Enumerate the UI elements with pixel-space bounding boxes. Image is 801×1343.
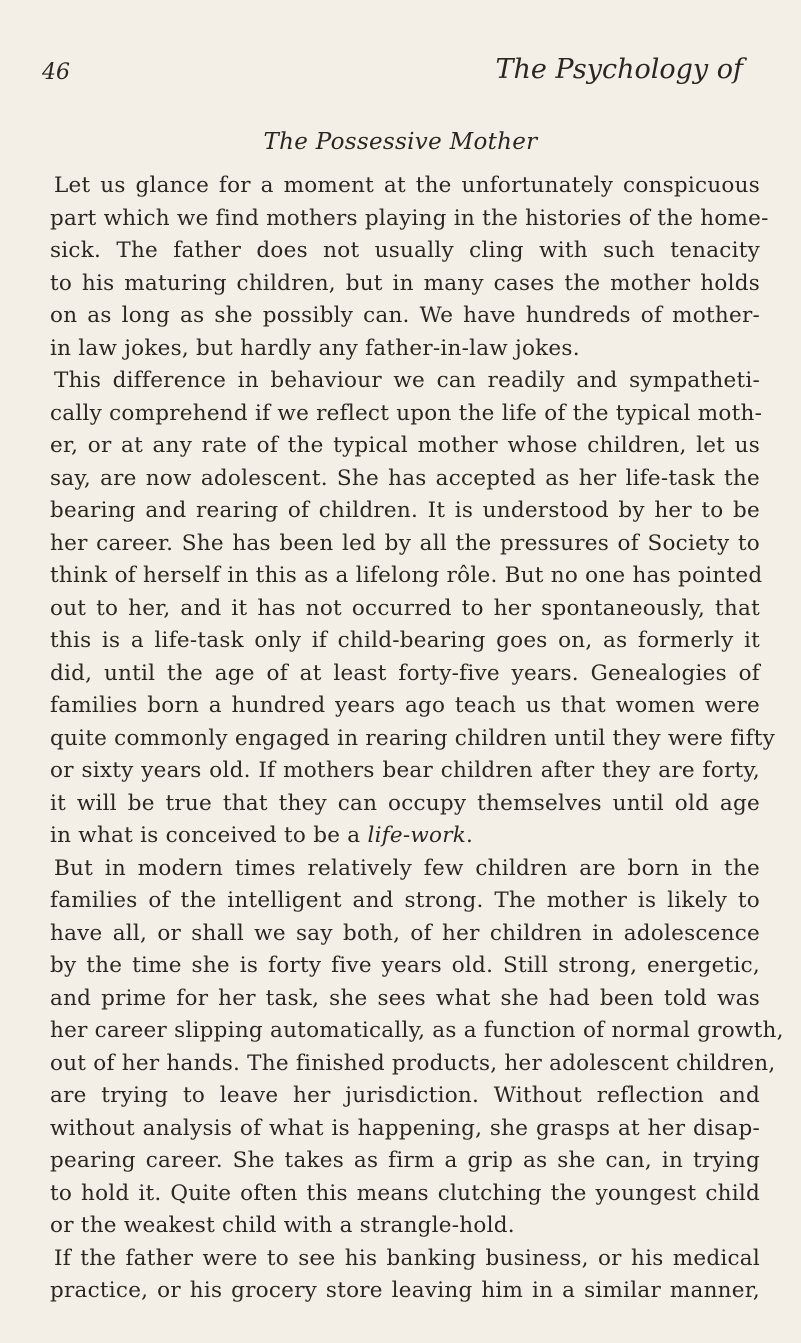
text-line: This difference in behaviour we can readily and sympatheti- [54,368,760,393]
text-line: on as long as she possibly can. We have hundreds of mother- [50,303,760,328]
paragraph-group-1 [50,170,776,820]
text-line: say, are now adolescent. She has accepted as her life-task the [50,465,760,491]
text-line: are trying to leave her jurisdiction. Without reflection and [50,1083,760,1108]
text-line: have all, or shall we say both, of her children in adolescence [50,920,760,946]
text-line: her career. She has been led by all the pressures of Society to [50,530,760,556]
emphasized-text: life-work [367,823,467,848]
text-line: families born a hundred years ago teach us that women were [50,693,760,718]
text-line: and prime for her task, she sees what she had been told was [50,985,760,1011]
text-line: or sixty years old. If mothers bear children after they are forty, [50,758,760,783]
text-line: families of the intelligent and strong. The mother is likely to [50,888,760,913]
paragraph-group-2 [50,853,784,1308]
text-line: part which we find mothers playing in the histories of the home- [50,205,769,231]
running-head: The Psychology of [495,54,743,85]
text-line [50,820,760,853]
text-line: cally comprehend if we reflect upon the life of the typical moth- [50,400,763,426]
text-line-part: . [466,823,474,848]
text-line: out to her, and it has not occurred to her spontaneously, that [50,595,760,621]
text-line: practice, or his grocery store leaving him in a similar manner, [50,1278,760,1303]
text-line: to his maturing children, but in many cases the mother holds [50,270,760,296]
text-line: without analysis of what is happening, she grasps at her disap- [50,1115,760,1141]
text-line: sick. The father does not usually cling with such tenacity [50,238,760,263]
text-line: Let us glance for a moment at the unfortunately conspicuous [54,173,760,198]
text-line: did, until the age of at least forty-five years. Genealogies of [50,660,760,686]
text-line: pearing career. She takes as firm a grip as she can, in trying [50,1148,760,1173]
text-line: think of herself in this as a lifelong rôle. But no one has pointed [50,563,763,588]
text-line: in law jokes, but hardly any father-in-law jokes. [50,335,580,361]
text-line: out of her hands. The finished products, her adolescent children, [50,1050,776,1076]
text-line: If the father were to see his banking business, or his medical [54,1245,760,1271]
text-line: But in modern times relatively few children are born in the [54,855,760,881]
text-line: er, or at any rate of the typical mother whose children, let us [50,433,760,458]
text-line: bearing and rearing of children. It is understood by her to be [50,498,760,523]
page-number: 46 [42,60,70,85]
body-text [50,170,784,1308]
text-line: to hold it. Quite often this means clutching the youngest child [50,1180,760,1206]
text-line: it will be true that they can occupy themselves until old age [50,790,760,816]
text-line: quite commonly engaged in rearing children until they were fifty [50,725,776,751]
text-line: by the time she is forty five years old. Still strong, energetic, [50,953,760,978]
section-title: The Possessive Mother [263,129,538,155]
text-line-part: in what is conceived to be a [50,823,368,848]
text-line: her career slipping automatically, as a function of normal growth, [50,1018,784,1043]
text-line: this is a life-task only if child-bearing goes on, as formerly it [50,628,760,653]
text-line: or the weakest child with a strangle-hold. [50,1213,515,1238]
